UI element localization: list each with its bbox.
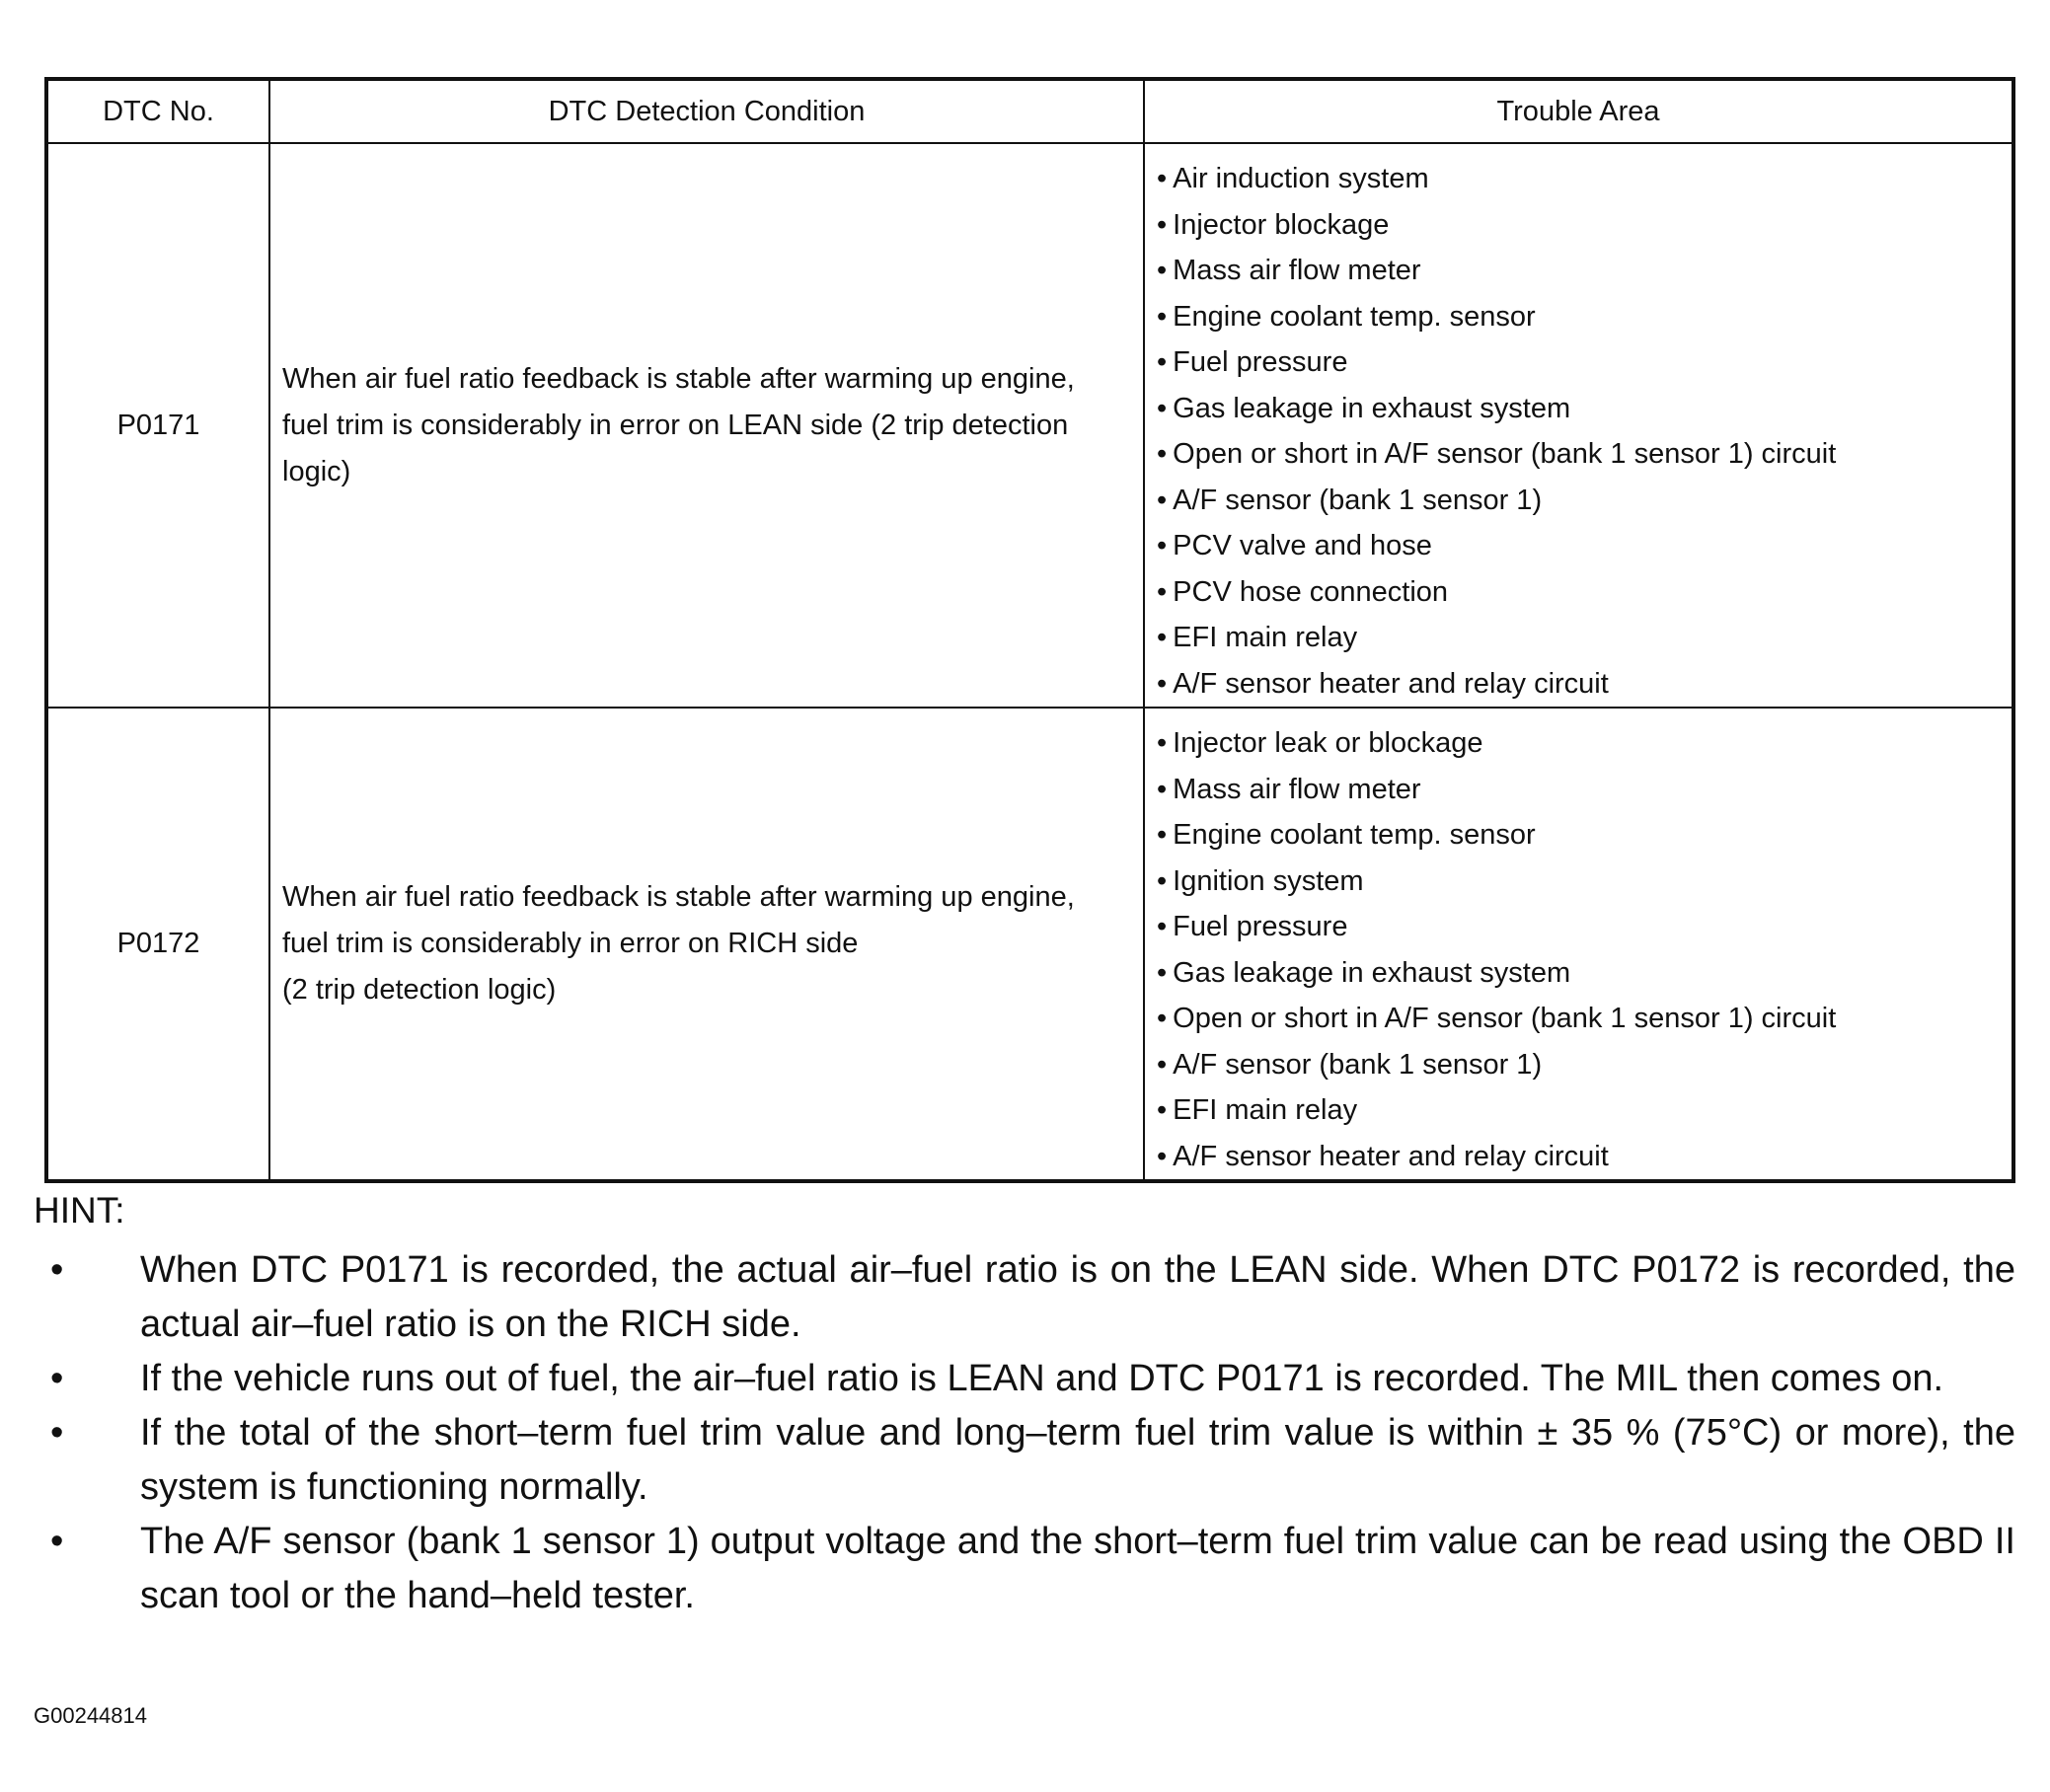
trouble-area-item: • Injector blockage	[1157, 202, 2012, 249]
trouble-area-item: • Engine coolant temp. sensor	[1157, 812, 2012, 859]
trouble-area-item: • Gas leakage in exhaust system	[1157, 386, 2012, 432]
trouble-area-item: • Open or short in A/F sensor (bank 1 sensor 1) circuit	[1157, 431, 2012, 478]
trouble-area	[1144, 143, 2013, 708]
figure-id: G00244814	[34, 1703, 147, 1728]
trouble-area-item: • Fuel pressure	[1157, 904, 2012, 950]
detection-condition	[269, 143, 1144, 708]
trouble-area-item: • Gas leakage in exhaust system	[1157, 950, 2012, 997]
trouble-area-item: • Open or short in A/F sensor (bank 1 sensor 1) circuit	[1157, 996, 2012, 1042]
condition-line: When air fuel ratio feedback is stable after warming up engine,	[282, 362, 1075, 395]
condition-line: fuel trim is considerably in error on LEAN side (2 trip detection	[282, 409, 1069, 441]
trouble-area-item: • Fuel pressure	[1157, 339, 2012, 386]
table-header-row	[46, 79, 2013, 143]
hint-title: HINT:	[34, 1190, 125, 1231]
bullet-icon: •	[50, 1521, 64, 1562]
trouble-area-item: • Mass air flow meter	[1157, 767, 2012, 813]
trouble-area-list	[1157, 709, 2012, 1179]
hint-text: If the total of the short–term fuel trim value and long–term fuel trim value is within ± 35 % (75°C) or more), the system is functioning normally.	[140, 1412, 2015, 1508]
trouble-area-item: • PCV hose connection	[1157, 569, 2012, 616]
trouble-area-item: • EFI main relay	[1157, 1087, 2012, 1134]
trouble-area-item: • PCV valve and hose	[1157, 523, 2012, 569]
trouble-area-item: • EFI main relay	[1157, 615, 2012, 661]
dtc-code: P0172	[46, 708, 269, 1181]
condition-line: fuel trim is considerably in error on RICH side	[282, 928, 859, 959]
hint-text: The A/F sensor (bank 1 sensor 1) output voltage and the short–term fuel trim value can be read using the OBD II scan tool or the hand–held tester.	[140, 1521, 2015, 1616]
trouble-area-item: • A/F sensor heater and relay circuit	[1157, 661, 2012, 708]
trouble-area-item: • Ignition system	[1157, 859, 2012, 905]
trouble-area-item: • Air induction system	[1157, 156, 2012, 202]
trouble-area-item: • Mass air flow meter	[1157, 248, 2012, 294]
trouble-area-item: • A/F sensor heater and relay circuit	[1157, 1134, 2012, 1180]
header-trouble-area: Trouble Area	[1144, 79, 2013, 143]
trouble-area-item: • Engine coolant temp. sensor	[1157, 294, 2012, 340]
trouble-area-item: • A/F sensor (bank 1 sensor 1)	[1157, 478, 2012, 524]
dtc-code: P0171	[46, 143, 269, 708]
condition-line: logic)	[282, 455, 351, 487]
condition-line: (2 trip detection logic)	[282, 974, 557, 1006]
detection-condition	[269, 708, 1144, 1181]
hint-text: If the vehicle runs out of fuel, the air–fuel ratio is LEAN and DTC P0171 is recorded. The MIL then comes on.	[140, 1358, 1944, 1399]
trouble-area-item: • Injector leak or blockage	[1157, 720, 2012, 767]
dtc-table	[44, 77, 2015, 1183]
bullet-icon: •	[50, 1412, 64, 1454]
hint-item	[34, 1352, 2015, 1406]
table-row-p0172	[46, 708, 2013, 1181]
bullet-icon: •	[50, 1358, 64, 1399]
hint-text: When DTC P0171 is recorded, the actual air–fuel ratio is on the LEAN side. When DTC P0172 is recorded, the actual air–fuel ratio is on the RICH side.	[140, 1249, 2015, 1345]
trouble-area-item: • A/F sensor (bank 1 sensor 1)	[1157, 1042, 2012, 1088]
trouble-area	[1144, 708, 2013, 1181]
hint-item	[34, 1406, 2015, 1515]
condition-line: When air fuel ratio feedback is stable after warming up engine,	[282, 881, 1075, 913]
hint-item	[34, 1515, 2015, 1623]
table-row-p0171	[46, 143, 2013, 708]
header-dtc-no: DTC No.	[46, 79, 269, 143]
bullet-icon: •	[50, 1249, 64, 1291]
header-detection-condition: DTC Detection Condition	[269, 79, 1144, 143]
trouble-area-list	[1157, 144, 2012, 707]
hint-list	[34, 1243, 2015, 1623]
hint-item	[34, 1243, 2015, 1352]
